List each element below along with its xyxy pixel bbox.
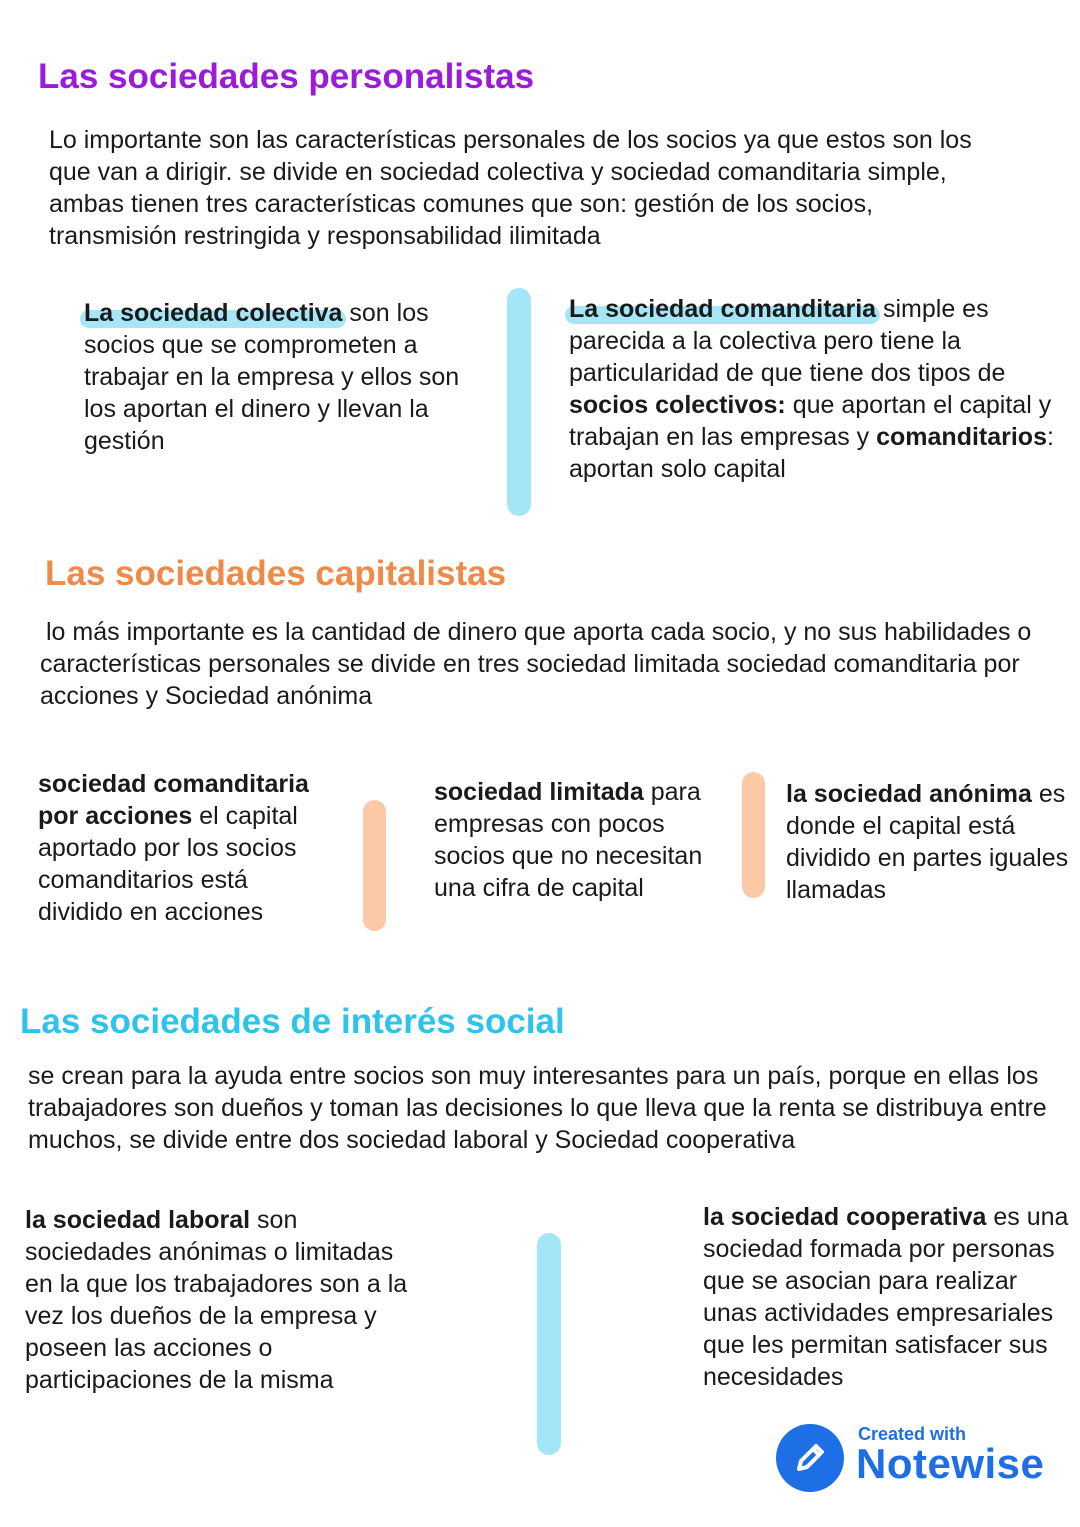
card-sociedad-laboral	[25, 1204, 420, 1396]
term-comanditarios: comanditarios	[876, 423, 1047, 451]
desc-part-2: que aportan el capital y trabajan en las empresas y	[569, 391, 1052, 451]
section-intro-personalistas: Lo importante son las características personales de los socios ya que estos son los que van a dirigir. se divide en sociedad colectiva y sociedad comanditaria simple, ambas tienen tres características comunes que son: gestión de los socios, transmisión restringida y responsabilidad ilimitada	[49, 126, 972, 250]
section-title-personalistas: Las sociedades personalistas	[38, 57, 535, 96]
desc-comanditaria-acciones: el capital aportado por los socios comanditarios está dividido en acciones	[38, 802, 298, 926]
section-intro-capitalistas: lo más importante es la cantidad de dinero que aporta cada socio, y no sus habilidades o características personales se divide en tres sociedad limitada sociedad comanditaria por acciones y Sociedad anónima	[40, 618, 1032, 710]
card-sociedad-anonima	[786, 778, 1076, 906]
term-sociedad-laboral: la sociedad laboral	[25, 1206, 251, 1234]
card-sociedad-colectiva	[84, 297, 474, 457]
section-title-interes-social: Las sociedades de interés social	[20, 1002, 565, 1041]
desc-sociedad-laboral: son sociedades anónimas o limitadas en la que los trabajadores son a la vez los dueños de la empresa y poseen las acciones o participaciones de la misma	[25, 1206, 408, 1394]
card-sociedad-comanditaria-simple	[569, 293, 1059, 485]
card-comanditaria-acciones	[38, 768, 338, 928]
card-sociedad-limitada	[434, 776, 724, 904]
term-socios-colectivos: socios colectivos:	[569, 391, 786, 419]
desc-sociedad-cooperativa: es una sociedad formada por personas que se asocian para realizar unas actividades empresariales que les permitan satisfacer sus necesidades	[703, 1203, 1069, 1391]
card-sociedad-cooperativa	[703, 1201, 1073, 1393]
term-sociedad-anonima: la sociedad anónima	[786, 780, 1032, 808]
desc-sociedad-colectiva: son los socios que se comprometen a trabajar en la empresa y ellos son los aportan el dinero y llevan la gestión	[84, 299, 460, 455]
notewise-logo	[776, 1422, 1056, 1494]
desc-sociedad-anonima: es donde el capital está dividido en partes iguales llamadas	[786, 780, 1069, 904]
pencil-icon	[776, 1424, 844, 1492]
logo-brand-name: Notewise	[856, 1440, 1045, 1487]
divider-blue-2	[537, 1233, 561, 1455]
divider-peach-1	[363, 800, 386, 931]
desc-part-3: : aportan solo capital	[569, 423, 1054, 483]
desc-sociedad-limitada: para empresas con pocos socios que no necesitan una cifra de capital	[434, 778, 703, 902]
desc-part-1: simple es parecida a la colectiva pero tiene la particularidad de que tiene dos tipos de	[569, 295, 1006, 387]
divider-blue-1	[507, 288, 531, 516]
term-sociedad-comanditaria: La sociedad comanditaria	[569, 295, 877, 323]
term-sociedad-cooperativa: la sociedad cooperativa	[703, 1203, 987, 1231]
term-comanditaria-acciones: sociedad comanditaria por acciones	[38, 770, 309, 830]
section-intro-interes-social: se crean para la ayuda entre socios son muy interesantes para un país, porque en ellas los trabajadores son dueños y toman las decisiones lo que lleva que la renta se distribuya entre muchos, se divide entre dos sociedad laboral y Sociedad cooperativa	[28, 1062, 1047, 1154]
logo-created-with: Created with	[858, 1424, 967, 1444]
term-sociedad-colectiva: La sociedad colectiva	[84, 299, 343, 327]
section-title-capitalistas: Las sociedades capitalistas	[45, 554, 507, 593]
term-sociedad-limitada: sociedad limitada	[434, 778, 644, 806]
divider-peach-2	[742, 772, 765, 898]
